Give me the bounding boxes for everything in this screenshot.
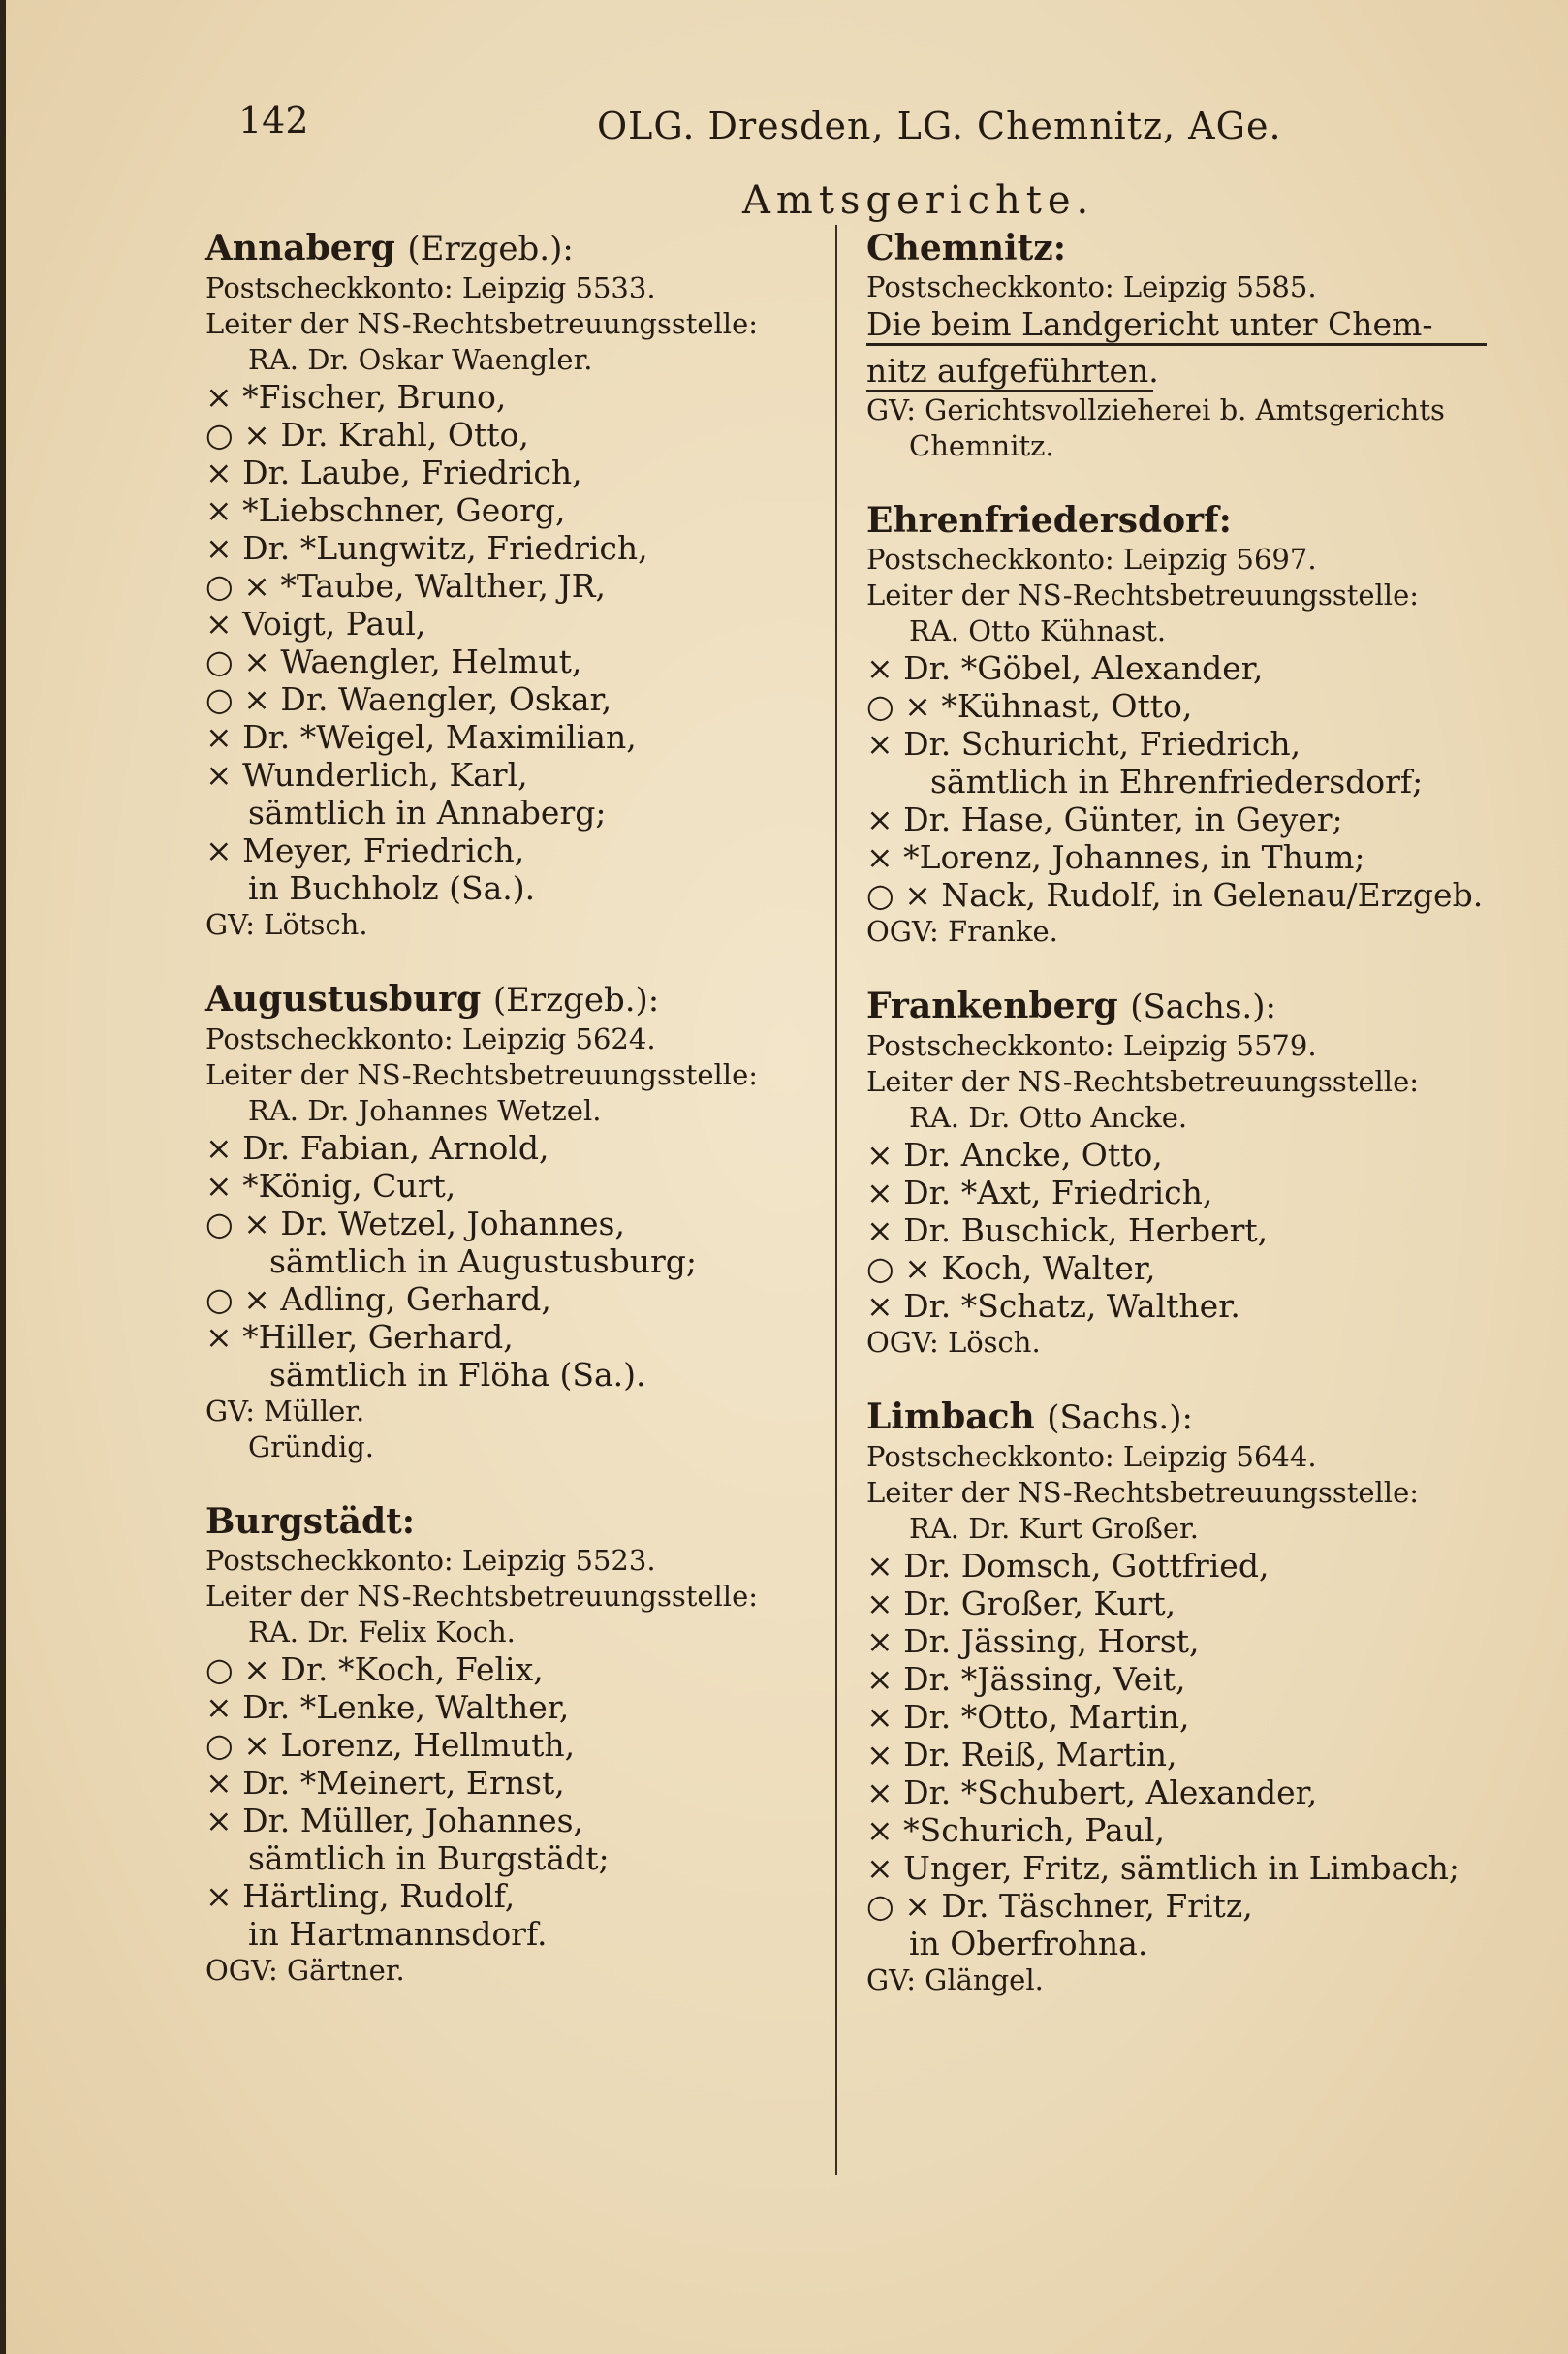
- entry-line: ○ × Adling, Gerhard,: [205, 1280, 551, 1318]
- entry-line: × Dr. Schuricht, Friedrich,: [866, 725, 1301, 763]
- entry-line: × Dr. Großer, Kurt,: [866, 1585, 1176, 1622]
- entry-line: ○ × Dr. *Koch, Felix,: [205, 1650, 544, 1688]
- court-name-text: Limbach: [866, 1397, 1035, 1437]
- entry-line: × Voigt, Paul,: [205, 605, 426, 643]
- page-number: 142: [238, 99, 309, 141]
- entry-line: RA. Dr. Felix Koch.: [248, 1616, 516, 1648]
- entry-line: Leiter der NS-Rechtsbetreuungsstelle:: [205, 1058, 759, 1091]
- court-name: [866, 985, 1545, 1028]
- left-column: [205, 227, 845, 1989]
- entry-line: sämtlich in Augustusburg;: [269, 1242, 698, 1280]
- entry-line: Postscheckkonto: Leipzig 5585.: [866, 270, 1317, 303]
- court-region: (Erzgeb.):: [492, 981, 660, 1020]
- entry-line: ○ × *Taube, Walther, JR,: [205, 567, 606, 605]
- entry-line: × Dr. Hase, Günter, in Geyer;: [866, 800, 1343, 838]
- entry-line: Postscheckkonto: Leipzig 5579.: [866, 1029, 1317, 1062]
- entry-line: GV: Lötsch.: [205, 908, 368, 941]
- entry-line: RA. Dr. Kurt Großer.: [909, 1512, 1199, 1545]
- court-name: [205, 227, 845, 270]
- entry-line: × Wunderlich, Karl,: [205, 756, 528, 794]
- entry-line: × Dr. Domsch, Gottfried,: [866, 1547, 1270, 1585]
- court-entry: [866, 499, 1545, 950]
- court-name-text: Burgstädt:: [205, 1501, 416, 1542]
- entry-line: × Dr. Fabian, Arnold,: [205, 1129, 549, 1167]
- entry-line: Leiter der NS-Rechtsbetreuungsstelle:: [866, 579, 1420, 612]
- page-header: [6, 99, 1568, 157]
- entry-line: × Dr. *Jässing, Veit,: [866, 1660, 1186, 1698]
- entry-line: ○ × Nack, Rudolf, in Gelenau/Erzgeb.: [866, 876, 1484, 914]
- entry-line: × Dr. *Otto, Martin,: [866, 1698, 1190, 1736]
- entry-line: × Dr. Reiß, Martin,: [866, 1736, 1177, 1773]
- entry-line: × Dr. Ancke, Otto,: [866, 1136, 1163, 1174]
- entry-line: RA. Otto Kühnast.: [909, 614, 1167, 647]
- entry-line: × Dr. *Axt, Friedrich,: [866, 1174, 1213, 1211]
- entry-line: Leiter der NS-Rechtsbetreuungsstelle:: [205, 307, 759, 340]
- entry-line: Leiter der NS-Rechtsbetreuungsstelle:: [205, 1580, 759, 1613]
- entry-line: × *Schurich, Paul,: [866, 1811, 1165, 1849]
- entry-line: × *Lorenz, Johannes, in Thum;: [866, 838, 1365, 876]
- entry-line: RA. Dr. Johannes Wetzel.: [248, 1094, 602, 1127]
- court-name-text: Frankenberg: [866, 986, 1118, 1026]
- entry-line: × Dr. *Meinert, Ernst,: [205, 1764, 565, 1802]
- entry-line: Chemnitz.: [909, 429, 1054, 462]
- court-name: [866, 1396, 1545, 1439]
- court-name-text: Annaberg: [205, 228, 395, 268]
- court-name: [205, 1500, 845, 1543]
- entry-line: RA. Dr. Otto Ancke.: [909, 1101, 1188, 1134]
- entry-line: Leiter der NS-Rechtsbetreuungsstelle:: [866, 1065, 1420, 1098]
- entry-line: × Dr. Müller, Johannes,: [205, 1802, 584, 1839]
- entry-line: OGV: Gärtner.: [205, 1954, 405, 1987]
- entry-line: in Buchholz (Sa.).: [248, 869, 536, 907]
- entry-line: sämtlich in Annaberg;: [248, 794, 607, 832]
- court-name-text: Ehrenfriedersdorf:: [866, 500, 1232, 541]
- entry-line: ○ × Koch, Walter,: [866, 1249, 1156, 1287]
- entry-line: ○ × Dr. Krahl, Otto,: [205, 416, 529, 454]
- entry-line: in Hartmannsdorf.: [248, 1915, 548, 1953]
- right-column: [866, 227, 1545, 1998]
- entry-line: × Dr. *Lenke, Walther,: [205, 1688, 570, 1726]
- entry-line: GV: Müller.: [205, 1395, 365, 1428]
- court-entry: [866, 227, 1545, 464]
- entry-line: × Dr. Jässing, Horst,: [866, 1622, 1200, 1660]
- entry-line: GV: Gerichtsvollzieherei b. Amtsgerichts: [866, 393, 1445, 426]
- entry-line: Leiter der NS-Rechtsbetreuungsstelle:: [866, 1476, 1420, 1509]
- entry-line: × Dr. *Schatz, Walther.: [866, 1287, 1240, 1325]
- court-name-text: Augustusburg: [205, 979, 482, 1020]
- court-name: [205, 978, 845, 1021]
- entry-line: OGV: Franke.: [866, 915, 1058, 948]
- entry-line: × Unger, Fritz, sämtlich in Limbach;: [866, 1849, 1460, 1887]
- entry-line: Postscheckkonto: Leipzig 5697.: [866, 543, 1317, 576]
- entry-line: × Meyer, Friedrich,: [205, 832, 525, 869]
- entry-line: × Dr. *Göbel, Alexander,: [866, 649, 1264, 687]
- entry-line: × Dr. *Lungwitz, Friedrich,: [205, 529, 648, 567]
- entry-line: sämtlich in Flöha (Sa.).: [269, 1356, 646, 1394]
- entry-line: Postscheckkonto: Leipzig 5644.: [866, 1440, 1317, 1473]
- entry-line: × Dr. *Schubert, Alexander,: [866, 1773, 1318, 1811]
- court-region: (Erzgeb.):: [407, 230, 574, 268]
- court-entry: [205, 978, 845, 1465]
- court-name: [866, 227, 1545, 269]
- entry-line: × Dr. *Weigel, Maximilian,: [205, 718, 637, 756]
- entry-line: Postscheckkonto: Leipzig 5624.: [205, 1022, 656, 1055]
- court-region: (Sachs.):: [1130, 988, 1276, 1026]
- entry-line: × Härtling, Rudolf,: [205, 1877, 516, 1915]
- entry-line: Postscheckkonto: Leipzig 5523.: [205, 1544, 656, 1577]
- entry-line: ○ × Waengler, Helmut,: [205, 643, 582, 680]
- entry-line: OGV: Lösch.: [866, 1326, 1041, 1359]
- section-title: Amtsgerichte.: [742, 178, 1095, 223]
- court-entry: [205, 227, 845, 943]
- entry-line: sämtlich in Burgstädt;: [248, 1839, 610, 1877]
- court-entry: [866, 985, 1545, 1361]
- entry-line: × *König, Curt,: [205, 1167, 456, 1205]
- entry-line: ○ × Dr. Waengler, Oskar,: [205, 680, 612, 718]
- entry-line: × Dr. Buschick, Herbert,: [866, 1211, 1269, 1249]
- notice-line: nitz aufgeführten.: [866, 352, 1153, 392]
- court-entry: [866, 1396, 1545, 1998]
- court-name: [866, 499, 1545, 542]
- running-head: OLG. Dresden, LG. Chemnitz, AGe.: [597, 105, 1282, 147]
- court-region: (Sachs.):: [1047, 1398, 1193, 1437]
- entry-line: ○ × Dr. Täschner, Fritz,: [866, 1887, 1253, 1925]
- entry-line: ○ × Lorenz, Hellmuth,: [205, 1726, 576, 1764]
- entry-line: Gründig.: [248, 1430, 375, 1463]
- notice-underlined: [866, 305, 1545, 392]
- entry-line: × *Fischer, Bruno,: [205, 378, 507, 416]
- entry-line: in Oberfrohna.: [909, 1925, 1148, 1962]
- entry-line: × *Hiller, Gerhard,: [205, 1318, 514, 1356]
- entry-line: sämtlich in Ehrenfriedersdorf;: [930, 763, 1424, 800]
- court-entry: [205, 1500, 845, 1989]
- court-name-text: Chemnitz:: [866, 228, 1067, 268]
- book-page: [6, 0, 1568, 2354]
- entry-line: ○ × Dr. Wetzel, Johannes,: [205, 1205, 625, 1242]
- entry-line: RA. Dr. Oskar Waengler.: [248, 343, 593, 376]
- notice-line: Die beim Landgericht unter Chem-: [866, 305, 1487, 346]
- column-divider: [835, 225, 837, 2175]
- entry-line: × *Liebschner, Georg,: [205, 491, 566, 529]
- entry-line: ○ × *Kühnast, Otto,: [866, 687, 1193, 725]
- entry-line: × Dr. Laube, Friedrich,: [205, 454, 582, 491]
- entry-line: GV: Glängel.: [866, 1963, 1044, 1996]
- entry-line: Postscheckkonto: Leipzig 5533.: [205, 271, 656, 304]
